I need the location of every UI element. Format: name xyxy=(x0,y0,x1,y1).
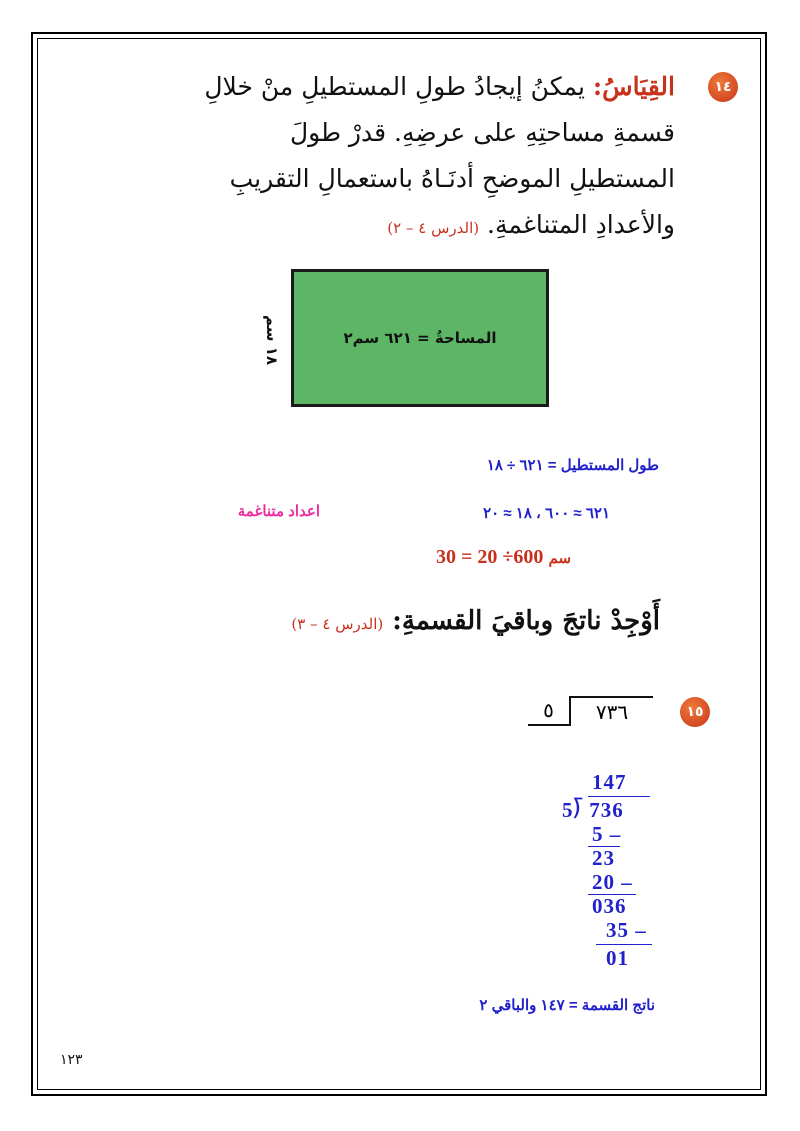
problem-14-body: يمكنُ إيجادُ طولِ المستطيلِ منْ خلالِ قسمةِ مساحتِهِ على عرضِهِ. قدرْ طولَ المستطيلِ الموضحِ أدنَـاهُ باستعمالِ التقريبِ والأعدادِ المتناغمةِ. xyxy=(204,72,675,239)
quotient-bar xyxy=(588,796,650,797)
solution-line-3 xyxy=(436,546,571,569)
long-division-row: 01 xyxy=(606,946,629,970)
rectangle-figure xyxy=(291,269,549,407)
long-division-quotient: 147 xyxy=(592,770,627,794)
long-division-row: 23 xyxy=(592,846,615,870)
problem-14-text xyxy=(195,64,675,251)
solution-line-2: ٦٢١ ≈ ٦٠٠ ، ١٨ ≈ ٢٠ xyxy=(483,505,610,522)
solution-line-1: طول المستطيل = ٦٢١ ÷ ١٨ xyxy=(486,457,659,474)
long-division-row: 20 – xyxy=(592,870,633,894)
subtraction-bar xyxy=(596,944,652,945)
long-division-divisor-row: 5⟌ 736 xyxy=(562,798,624,822)
problem-14-badge: ١٤ xyxy=(708,72,738,102)
page-number: ١٢٣ xyxy=(60,1052,83,1068)
problem-15-dividend: ٧٣٦ xyxy=(569,696,653,726)
problem-15-divisor: ٥ xyxy=(528,696,569,726)
problem-14-term: القِيَاسُ: xyxy=(592,72,675,101)
problem-15-answer: ناتج القسمة = ١٤٧ والباقي ٢ xyxy=(479,997,655,1014)
long-division-row: 036 xyxy=(592,894,627,918)
solution-line-3-numbers: 600÷ 20 = 30 xyxy=(436,546,544,568)
solution-line-3-unit: سم xyxy=(548,550,572,567)
problem-14-lesson-ref: (الدرس ٤ – ٢) xyxy=(387,219,480,237)
section-heading xyxy=(291,606,660,636)
harmonic-numbers-note: اعداد متناغمة xyxy=(237,503,320,520)
section-heading-lesson-ref: (الدرس ٤ – ٣) xyxy=(291,615,384,633)
long-division-row: 35 – xyxy=(606,918,647,942)
rectangle-width-label: ١٨ سم xyxy=(263,314,281,366)
section-heading-text: أَوْجِدْ ناتجَ وباقيَ القسمةِ: xyxy=(392,606,660,636)
rectangle-area-label: المساحةُ = ٦٢١ سم٢ xyxy=(343,329,497,347)
long-division-row: 5 – xyxy=(592,822,622,846)
problem-15-badge: ١٥ xyxy=(680,697,710,727)
problem-15-division xyxy=(528,688,653,734)
